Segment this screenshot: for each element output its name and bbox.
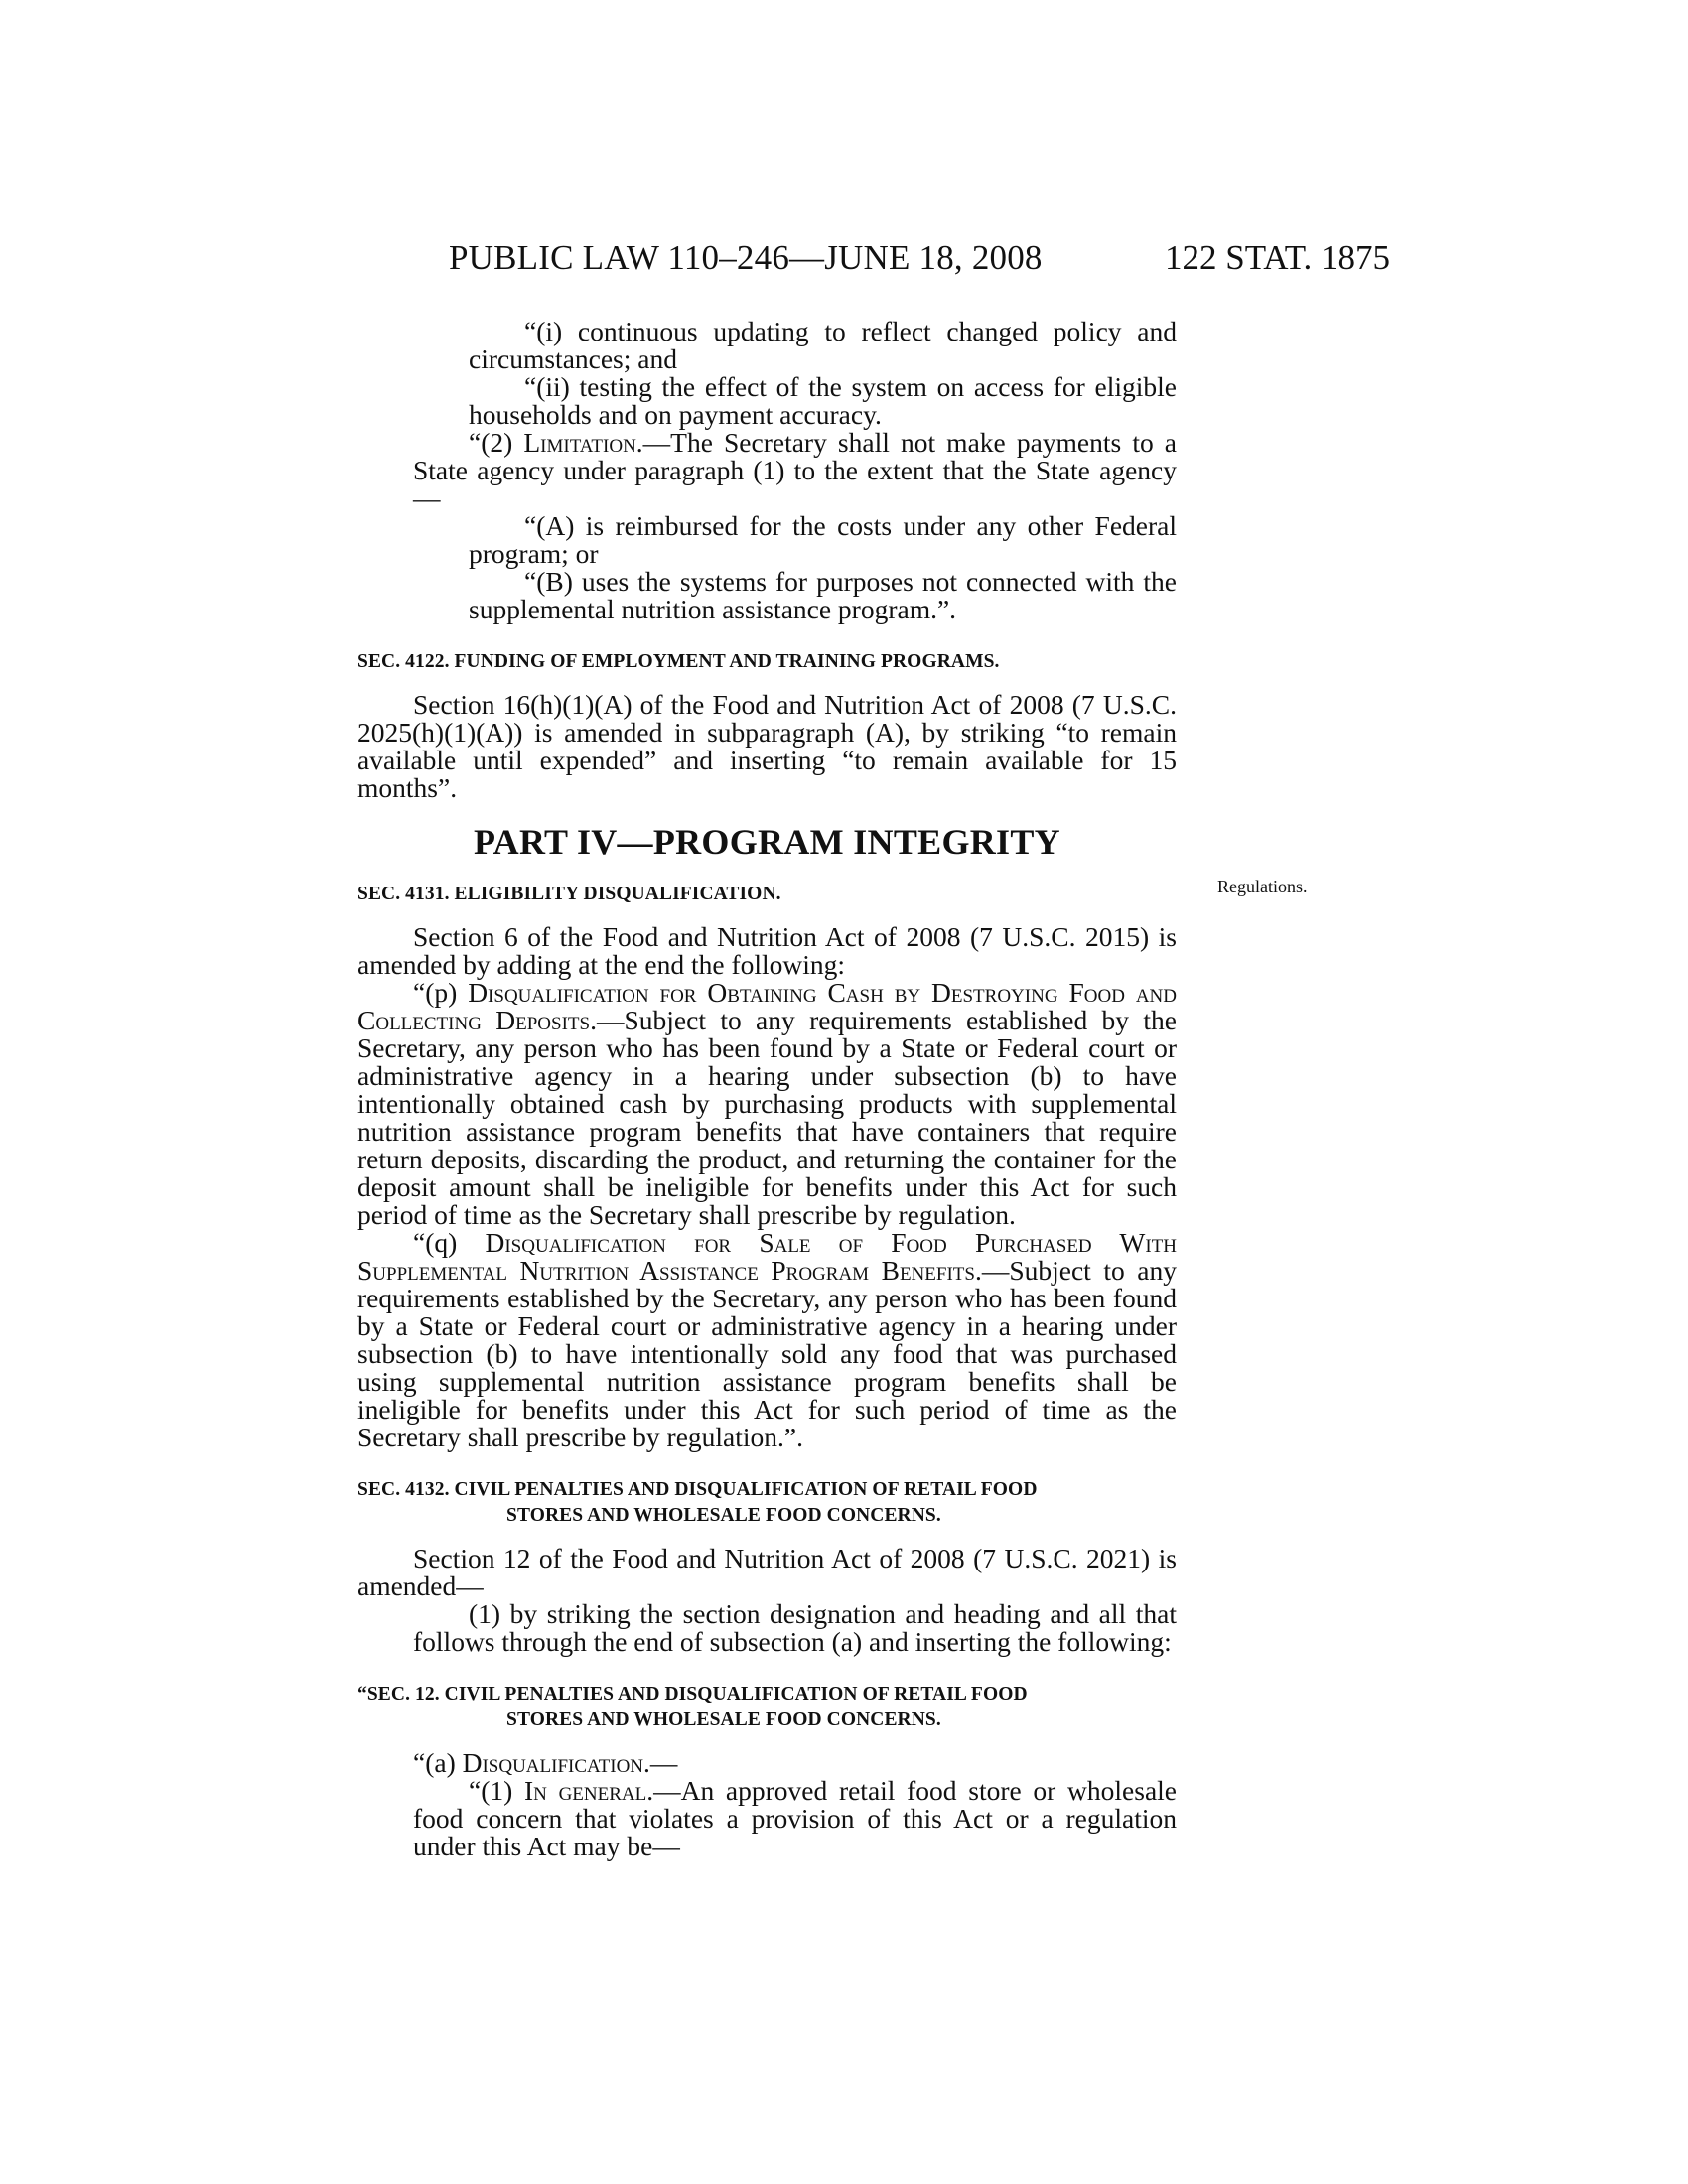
section-4132-body: Section 12 of the Food and Nutrition Act of 2008 (7 U.S.C. 2021) is amended— — [357, 1543, 1177, 1601]
paragraph-2-heading: Limitation — [523, 427, 636, 458]
section-12-heading-line1: “SEC. 12. CIVIL PENALTIES AND DISQUALIFICATION OF RETAIL FOOD — [357, 1684, 1028, 1705]
statute-page-number: 122 STAT. 1875 — [1165, 238, 1390, 277]
section-4122-heading: SEC. 4122. FUNDING OF EMPLOYMENT AND TRAINING PROGRAMS. — [357, 651, 1000, 672]
section-4131-heading: SEC. 4131. ELIGIBILITY DISQUALIFICATION. — [357, 884, 781, 904]
subparagraph-A: “(A) is reimbursed for the costs under any other Federal program; or — [469, 510, 1177, 569]
subsection-q-text: .—Subject to any requirements established by the Secretary, any person who has been found by a State or Federal court or administrative agency in a hearing under subsection (b) to have intentionally sold any food that was purchased using supplemental nutrition assistance program benefits shall be ineligible for benefits under this Act for such period of time as the Secretary shall prescribe by regulation.”. — [357, 1255, 1177, 1452]
subsection-a-heading: Disqualification — [462, 1747, 644, 1778]
subsection-a-text: .— — [643, 1747, 678, 1778]
main-column — [357, 318, 1177, 1860]
clause-i: “(i) continuous updating to reflect changed policy and circumstances; and — [469, 316, 1177, 374]
section-4131-body: Section 6 of the Food and Nutrition Act of 2008 (7 U.S.C. 2015) is amended by adding at the end the following: — [357, 921, 1177, 980]
paragraph-2-prefix: “(2) — [469, 427, 524, 458]
part-iv-heading: PART IV—PROGRAM INTEGRITY — [474, 822, 1060, 862]
subsection-p-heading: Disqualification for Obtaining Cash by Destroying Food and Collecting Deposits — [357, 977, 1177, 1035]
section-4132-heading-line2: STORES AND WHOLESALE FOOD CONCERNS. — [506, 1505, 941, 1526]
margin-note: Regulations. — [1217, 877, 1308, 896]
amendment-1: (1) by striking the section designation and heading and all that follows through the end of subsection (a) and inserting the following: — [413, 1598, 1177, 1657]
subsection-q — [357, 1229, 1177, 1451]
subsection-p-text: .—Subject to any requirements established by the Secretary, any person who has been found by a State or Federal court or administrative agency in a hearing under subsection (b) to have intentionally obtained cash by purchasing products with supplemental nutrition assistance program benefits that have containers that require return deposits, discarding the product, and returning the container for the deposit amount shall be ineligible for benefits under this Act for such period of time as the Secretary shall prescribe by regulation. — [357, 1005, 1177, 1230]
section-12-heading — [357, 1682, 1177, 1733]
section-4132-heading-line1: SEC. 4132. CIVIL PENALTIES AND DISQUALIFICATION OF RETAIL FOOD — [357, 1479, 1038, 1500]
subsection-q-prefix: “(q) — [413, 1227, 486, 1258]
clause-ii: “(ii) testing the effect of the system on access for eligible households and on payment accuracy. — [469, 371, 1177, 430]
section-4132-heading — [357, 1477, 1177, 1529]
subsection-p-prefix: “(p) — [413, 977, 469, 1008]
paragraph-a1-text: .—An approved retail food store or wholesale food concern that violates a provision of this Act or a regulation under this Act may be— — [413, 1775, 1177, 1861]
paragraph-2-text: .—The Secretary shall not make payments to a State agency under paragraph (1) to the extent that the State agency— — [413, 427, 1177, 513]
subsection-a-prefix: “(a) — [413, 1747, 463, 1778]
paragraph-a1-prefix: “(1) — [469, 1775, 524, 1806]
paragraph-a1 — [357, 1777, 1177, 1860]
paragraph-a1-heading: In general — [523, 1775, 647, 1806]
running-head — [298, 238, 1390, 288]
paragraph-2-limitation — [357, 429, 1177, 512]
section-12-heading-line2: STORES AND WHOLESALE FOOD CONCERNS. — [506, 1709, 941, 1730]
running-head-title: PUBLIC LAW 110–246—JUNE 18, 2008 — [449, 238, 1043, 277]
subparagraph-B: “(B) uses the systems for purposes not connected with the supplemental nutrition assistance program.”. — [469, 566, 1177, 624]
subsection-a — [357, 1749, 1177, 1777]
subsection-q-heading: Disqualification for Sale of Food Purchased With Supplemental Nutrition Assistance Program Benefits — [357, 1227, 1177, 1286]
section-4122-body: Section 16(h)(1)(A) of the Food and Nutrition Act of 2008 (7 U.S.C. 2025(h)(1)(A)) is amended in subparagraph (A), by striking “to remain available until expended” and inserting “to remain available for 15 months”. — [357, 689, 1177, 803]
subsection-p — [357, 979, 1177, 1229]
